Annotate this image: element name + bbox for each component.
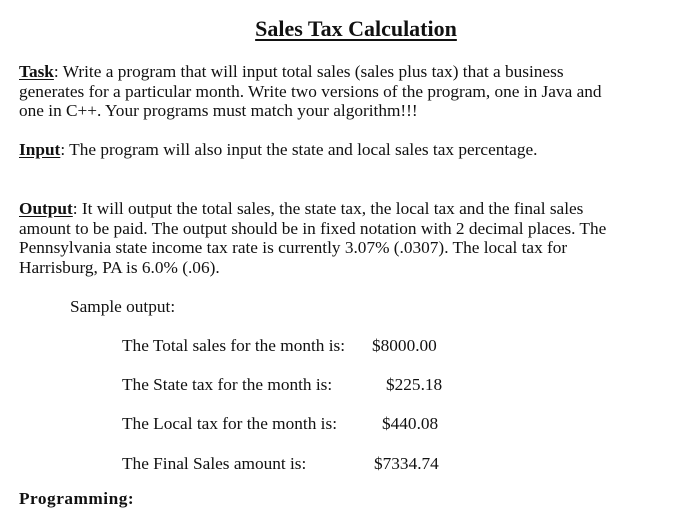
task-text-1: : Write a program that will input total sales (sales plus tax) that a business <box>53 62 564 81</box>
input-paragraph <box>19 140 679 160</box>
sample-output-heading: Sample output: <box>70 297 176 316</box>
output-line-1 <box>19 199 679 219</box>
sample-row-value: $7334.74 <box>374 454 439 473</box>
output-text-4: Harrisburg, PA is 6.0% (.06). <box>19 257 220 277</box>
sample-row-state-tax <box>122 375 443 395</box>
sample-row-label: The Total sales for the month is: <box>122 336 346 355</box>
sample-row-total-sales <box>122 336 437 356</box>
task-text-2: generates for a particular month. Write two versions of the program, one in Java and <box>19 81 602 101</box>
output-text-1: : It will output the total sales, the state tax, the local tax and the final sales <box>72 199 584 218</box>
sample-row-value: $440.08 <box>382 414 439 433</box>
output-text-2: amount to be paid. The output should be in fixed notation with 2 decimal places. The <box>19 218 607 238</box>
document-title: Sales Tax Calculation <box>255 16 457 41</box>
input-line <box>19 140 679 160</box>
sample-row-label: The Local tax for the month is: <box>122 414 337 433</box>
input-text: : The program will also input the state and local sales tax percentage. <box>60 140 538 159</box>
task-label: Task <box>19 62 54 81</box>
task-line-1 <box>19 62 679 82</box>
sample-row-local-tax <box>122 414 439 434</box>
output-label: Output <box>19 199 73 218</box>
output-text-3: Pennsylvania state income tax rate is currently 3.07% (.0307). The local tax for <box>19 238 568 257</box>
programming-heading: Programming: <box>19 489 135 508</box>
output-paragraph <box>19 199 679 277</box>
sample-row-value: $225.18 <box>386 375 443 394</box>
sample-row-value: $8000.00 <box>372 336 437 355</box>
task-paragraph <box>19 62 679 121</box>
sample-row-label: The State tax for the month is: <box>122 375 333 394</box>
sample-row-final-sales <box>122 454 439 474</box>
task-text-3: one in C++. Your programs must match your algorithm!!! <box>19 101 418 120</box>
sample-row-label: The Final Sales amount is: <box>122 454 307 473</box>
input-label: Input <box>19 140 61 159</box>
